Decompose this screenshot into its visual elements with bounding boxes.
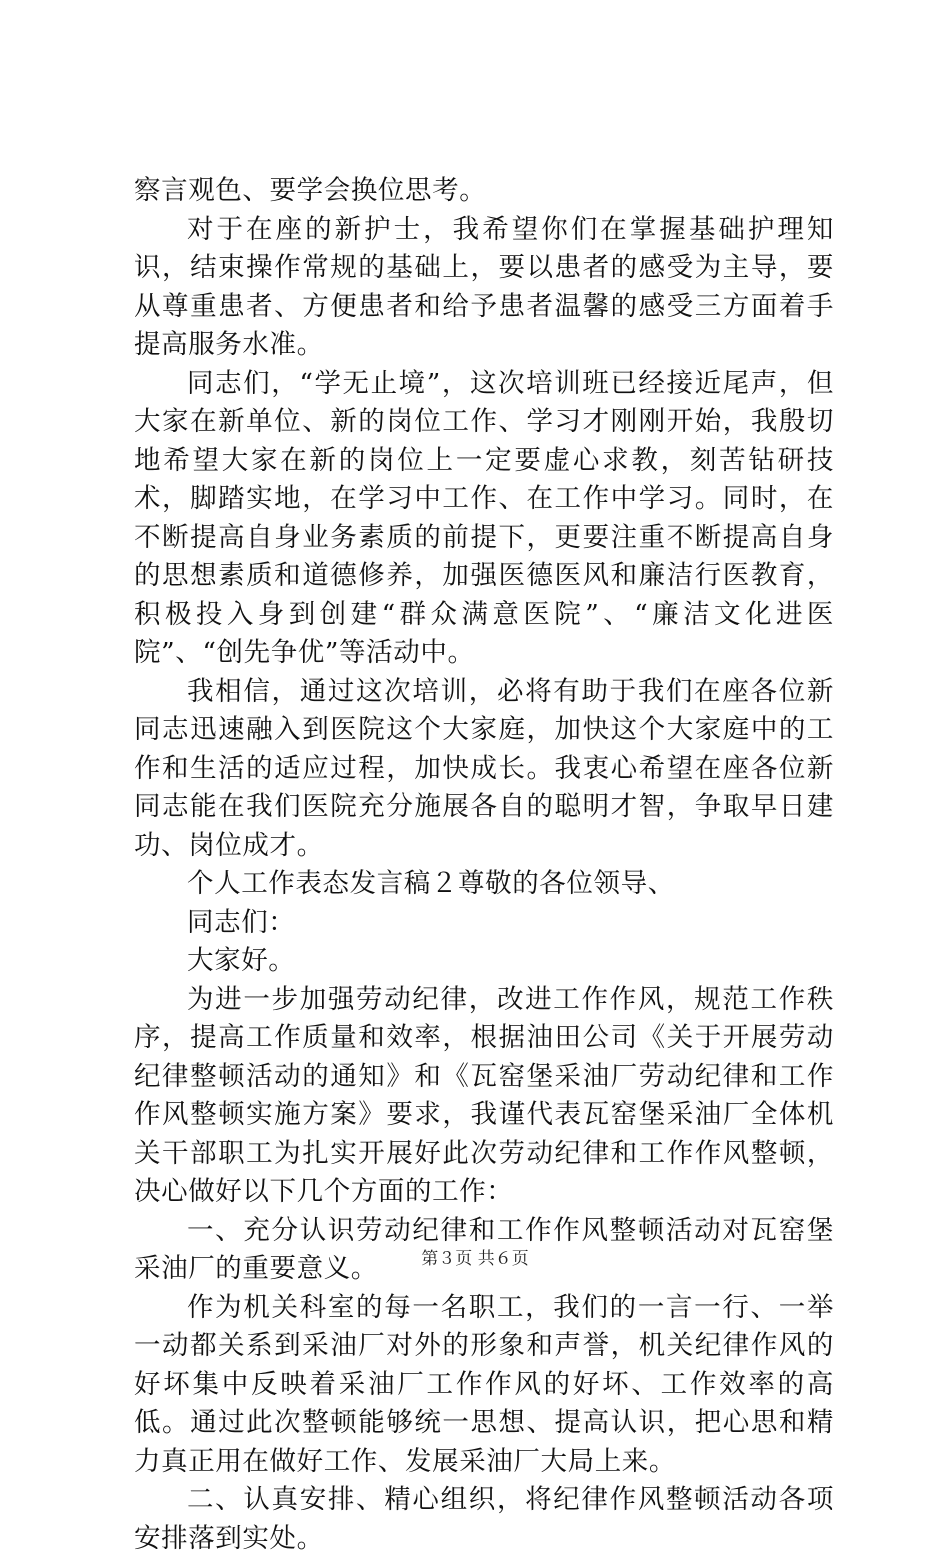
document-body <box>134 172 834 1558</box>
paragraph: 为进一步加强劳动纪律，改进工作作风，规范工作秩序，提高工作质量和效率，根据油田公司《关于开展劳动纪律整顿活动的通知》和《瓦窑堡采油厂劳动纪律和工作作风整顿实施方案》要求，我谨代表瓦窑堡采油厂全体机关干部职工为扎实开展好此次劳动纪律和工作作风整顿，决心做好以下几个方面的工作： <box>134 983 834 1207</box>
greeting: 大家好。 <box>187 945 296 976</box>
paragraph: 我相信，通过这次培训，必将有助于我们在座各位新同志迅速融入到医院这个大家庭，加快这个大家庭中的工作和生活的适应过程，加快成长。我衷心希望在座各位新同志能在我们医院充分施展各自的聪明才智，争取早日建功、岗位成才。 <box>134 675 834 861</box>
paragraph: 作为机关科室的每一名职工，我们的一言一行、一举一动都关系到采油厂对外的形象和声誉，机关纪律作风的好坏集中反映着采油厂工作作风的好坏、工作效率的高低。通过此次整顿能够统一思想、提高认识，把心思和精力真正用在做好工作、发展采油厂大局上来。 <box>134 1291 834 1477</box>
paragraph: 察言观色、要学会换位思考。 <box>134 175 487 206</box>
salutation: 同志们： <box>187 906 296 938</box>
section-heading: 二、认真安排、精心组织，将纪律作风整顿活动各项安排落到实处。 <box>134 1484 834 1554</box>
paragraph-heading: 个人工作表态发言稿２尊敬的各位领导、 <box>187 868 675 899</box>
page-number-footer: 第３页 共６页 <box>421 1249 529 1269</box>
section-heading: 一、充分认识劳动纪律和工作作风整顿活动对瓦窑堡采油厂的重要意义。 <box>134 1214 834 1284</box>
paragraph: 同志们，“学无止境”，这次培训班已经接近尾声，但大家在新单位、新的岗位工作、学习才刚刚开始，我殷切地希望大家在新的岗位上一定要虚心求教，刻苦钻研技术，脚踏实地，在学习中工作、在工作中学习。同时，在不断提高自身业务素质的前提下，更要注重不断提高自身的思想素质和道德修养，加强医德医风和廉洁行医教育，积极投入身到创建“群众满意医院”、“廉洁文化进医院”、“创先争优”等活动中。 <box>134 367 834 668</box>
paragraph: 对于在座的新护士，我希望你们在掌握基础护理知识，结束操作常规的基础上，要以患者的感受为主导，要从尊重患者、方便患者和给予患者温馨的感受三方面着手提高服务水准。 <box>134 213 834 360</box>
